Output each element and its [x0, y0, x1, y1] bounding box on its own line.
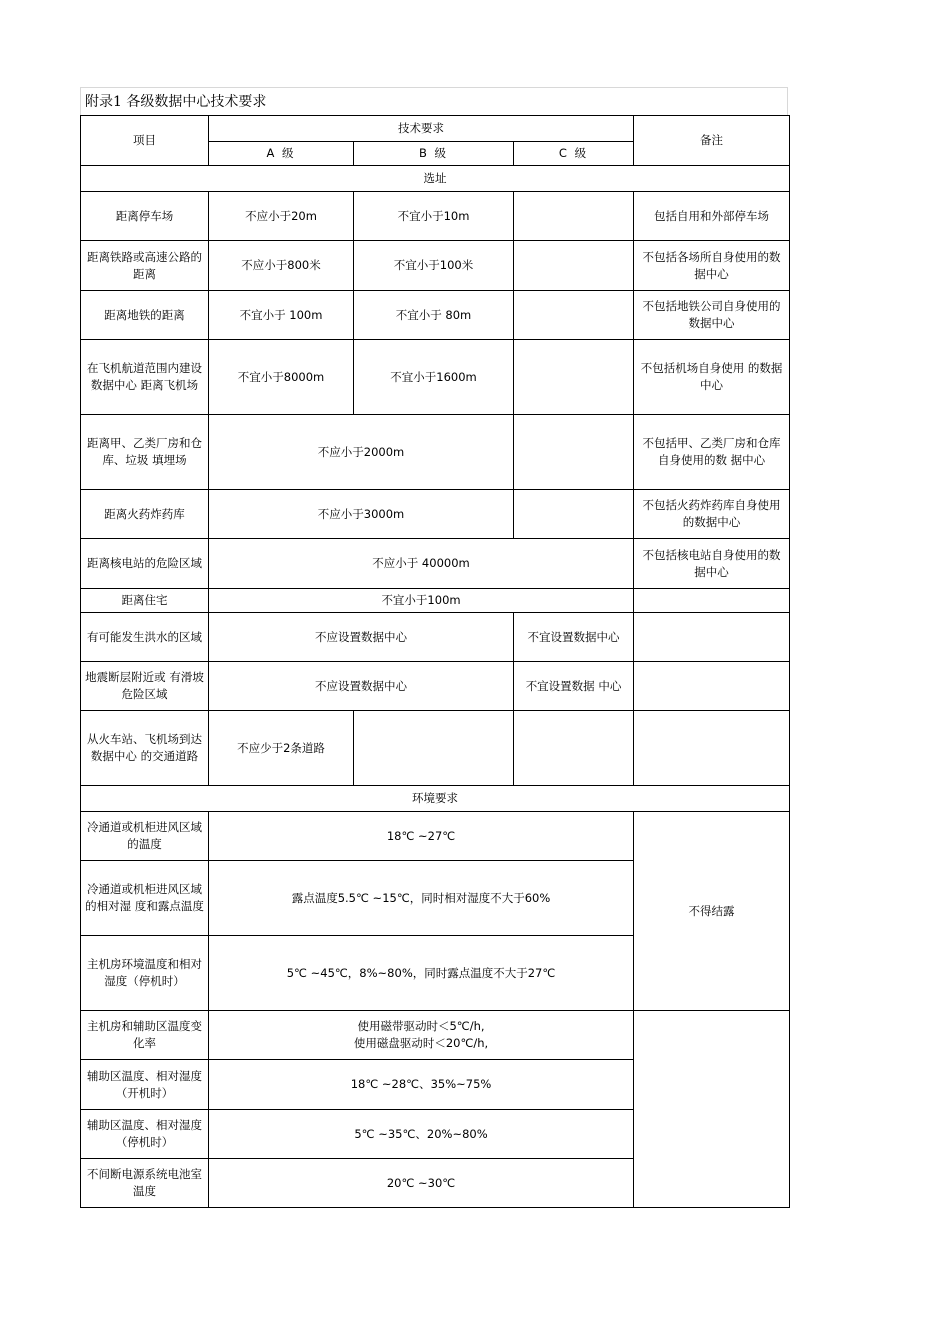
- cell-c: 不宜设置数据 中心: [514, 662, 634, 711]
- section-row: [81, 166, 790, 192]
- page-title: 附录1 各级数据中心技术要求: [85, 94, 267, 110]
- cell-c: [514, 340, 634, 415]
- row-item: 冷通道或机柜进风区域的温度: [81, 812, 209, 861]
- cell-remark: 不包括地铁公司自身使用的数据中心: [634, 291, 790, 340]
- cell-c: [514, 241, 634, 291]
- row-item: 距离住宅: [81, 589, 209, 613]
- row-item: 距离铁路或高速公路的距离: [81, 241, 209, 291]
- row-item: 冷通道或机柜进风区域的相对湿 度和露点温度: [81, 861, 209, 936]
- section-site: 选址: [81, 166, 790, 192]
- header-item: 项目: [81, 116, 209, 166]
- cell-remark: [634, 662, 790, 711]
- table-row: [81, 340, 790, 415]
- row-item: 距离停车场: [81, 192, 209, 241]
- cell-c: [514, 415, 634, 490]
- row-item: 距离甲、乙类厂房和仓库、垃圾 填埋场: [81, 415, 209, 490]
- section-env: 环境要求: [81, 786, 790, 812]
- cell-c: [514, 192, 634, 241]
- row-item: 主机房环境温度和相对湿度（停机时）: [81, 936, 209, 1011]
- cell-abc: [209, 1011, 634, 1060]
- cell-abc: 不应小于 40000m: [209, 539, 634, 589]
- cell-a: 不应小于800米: [209, 241, 354, 291]
- header-tech: 技术要求: [209, 116, 634, 142]
- change-rate-line-2: 使用磁盘驱动时＜20℃/h,: [353, 1036, 489, 1050]
- cell-remark: 不包括各场所自身使用的数据中心: [634, 241, 790, 291]
- row-item: 辅助区温度、相对湿度（开机时）: [81, 1060, 209, 1110]
- cell-remark: [634, 1011, 790, 1208]
- cell-remark: 不包括核电站自身使用的数据中心: [634, 539, 790, 589]
- cell-a: 不应小于20m: [209, 192, 354, 241]
- cell-abc: 5℃ ~45℃，8%~80%，同时露点温度不大于27℃: [209, 936, 634, 1011]
- row-item: 距离火药炸药库: [81, 490, 209, 539]
- table-row: [81, 490, 790, 539]
- cell-b: 不宜小于1600m: [354, 340, 514, 415]
- header-grade-c: C 级: [514, 142, 634, 166]
- row-item: 不间断电源系统电池室温度: [81, 1159, 209, 1208]
- cell-remark: [634, 613, 790, 662]
- cell-a: 不应少于2条道路: [209, 711, 354, 786]
- header-grade-a: A 级: [209, 142, 354, 166]
- cell-abc: 18℃ ~28℃、35%~75%: [209, 1060, 634, 1110]
- row-item: 距离核电站的危险区域: [81, 539, 209, 589]
- cell-b: 不宜小于100米: [354, 241, 514, 291]
- row-item: 从火车站、飞机场到达数据中心 的交通道路: [81, 711, 209, 786]
- table-row: [81, 539, 790, 589]
- row-item: 主机房和辅助区温度变化率: [81, 1011, 209, 1060]
- header-row-1: [81, 116, 790, 142]
- table-row: [81, 662, 790, 711]
- cell-a: 不宜小于 100m: [209, 291, 354, 340]
- cell-c: [514, 711, 634, 786]
- table-row: [81, 812, 790, 861]
- cell-remark: 包括自用和外部停车场: [634, 192, 790, 241]
- table-row: [81, 291, 790, 340]
- cell-remark: 不包括甲、乙类厂房和仓库自身使用的数 据中心: [634, 415, 790, 490]
- table-row: [81, 1011, 790, 1060]
- cell-b: [354, 711, 514, 786]
- cell-c: [514, 490, 634, 539]
- cell-a: 不宜小于8000m: [209, 340, 354, 415]
- cell-abc: 露点温度5.5℃ ~15℃，同时相对湿度不大于60%: [209, 861, 634, 936]
- table-row: [81, 711, 790, 786]
- cell-b: 不宜小于10m: [354, 192, 514, 241]
- header-remark: 备注: [634, 116, 790, 166]
- cell-remark: 不包括火药炸药库自身使用的数据中心: [634, 490, 790, 539]
- cell-abc: 20℃ ~30℃: [209, 1159, 634, 1208]
- cell-remark: [634, 711, 790, 786]
- row-item: 有可能发生洪水的区域: [81, 613, 209, 662]
- row-item: 地震断层附近或 有滑坡危险区域: [81, 662, 209, 711]
- cell-ab: 不应设置数据中心: [209, 613, 514, 662]
- table-row: [81, 415, 790, 490]
- cell-b: 不宜小于 80m: [354, 291, 514, 340]
- row-item: 在飞机航道范围内建设数据中心 距离飞机场: [81, 340, 209, 415]
- header-grade-b: B 级: [354, 142, 514, 166]
- cell-ab: 不应小于3000m: [209, 490, 514, 539]
- table-row: [81, 589, 790, 613]
- cell-abc: 18℃ ~27℃: [209, 812, 634, 861]
- cell-remark: 不包括机场自身使用 的数据中心: [634, 340, 790, 415]
- cell-ab: 不应小于2000m: [209, 415, 514, 490]
- cell-remark: [634, 589, 790, 613]
- title-row: [80, 87, 788, 115]
- cell-remark-no-condense: 不得结露: [634, 812, 790, 1011]
- cell-abc: 5℃ ~35℃、20%~80%: [209, 1110, 634, 1159]
- spec-table: [80, 115, 790, 1208]
- change-rate-line-1: 使用磁带驱动时＜5℃/h,: [357, 1019, 485, 1033]
- table-row: [81, 192, 790, 241]
- cell-c: [514, 291, 634, 340]
- row-item: 距离地铁的距离: [81, 291, 209, 340]
- table-row: [81, 613, 790, 662]
- cell-abc: 不宜小于100m: [209, 589, 634, 613]
- table-row: [81, 241, 790, 291]
- row-item: 辅助区温度、相对湿度（停机时）: [81, 1110, 209, 1159]
- cell-ab: 不应设置数据中心: [209, 662, 514, 711]
- cell-c: 不宜设置数据中心: [514, 613, 634, 662]
- section-row: [81, 786, 790, 812]
